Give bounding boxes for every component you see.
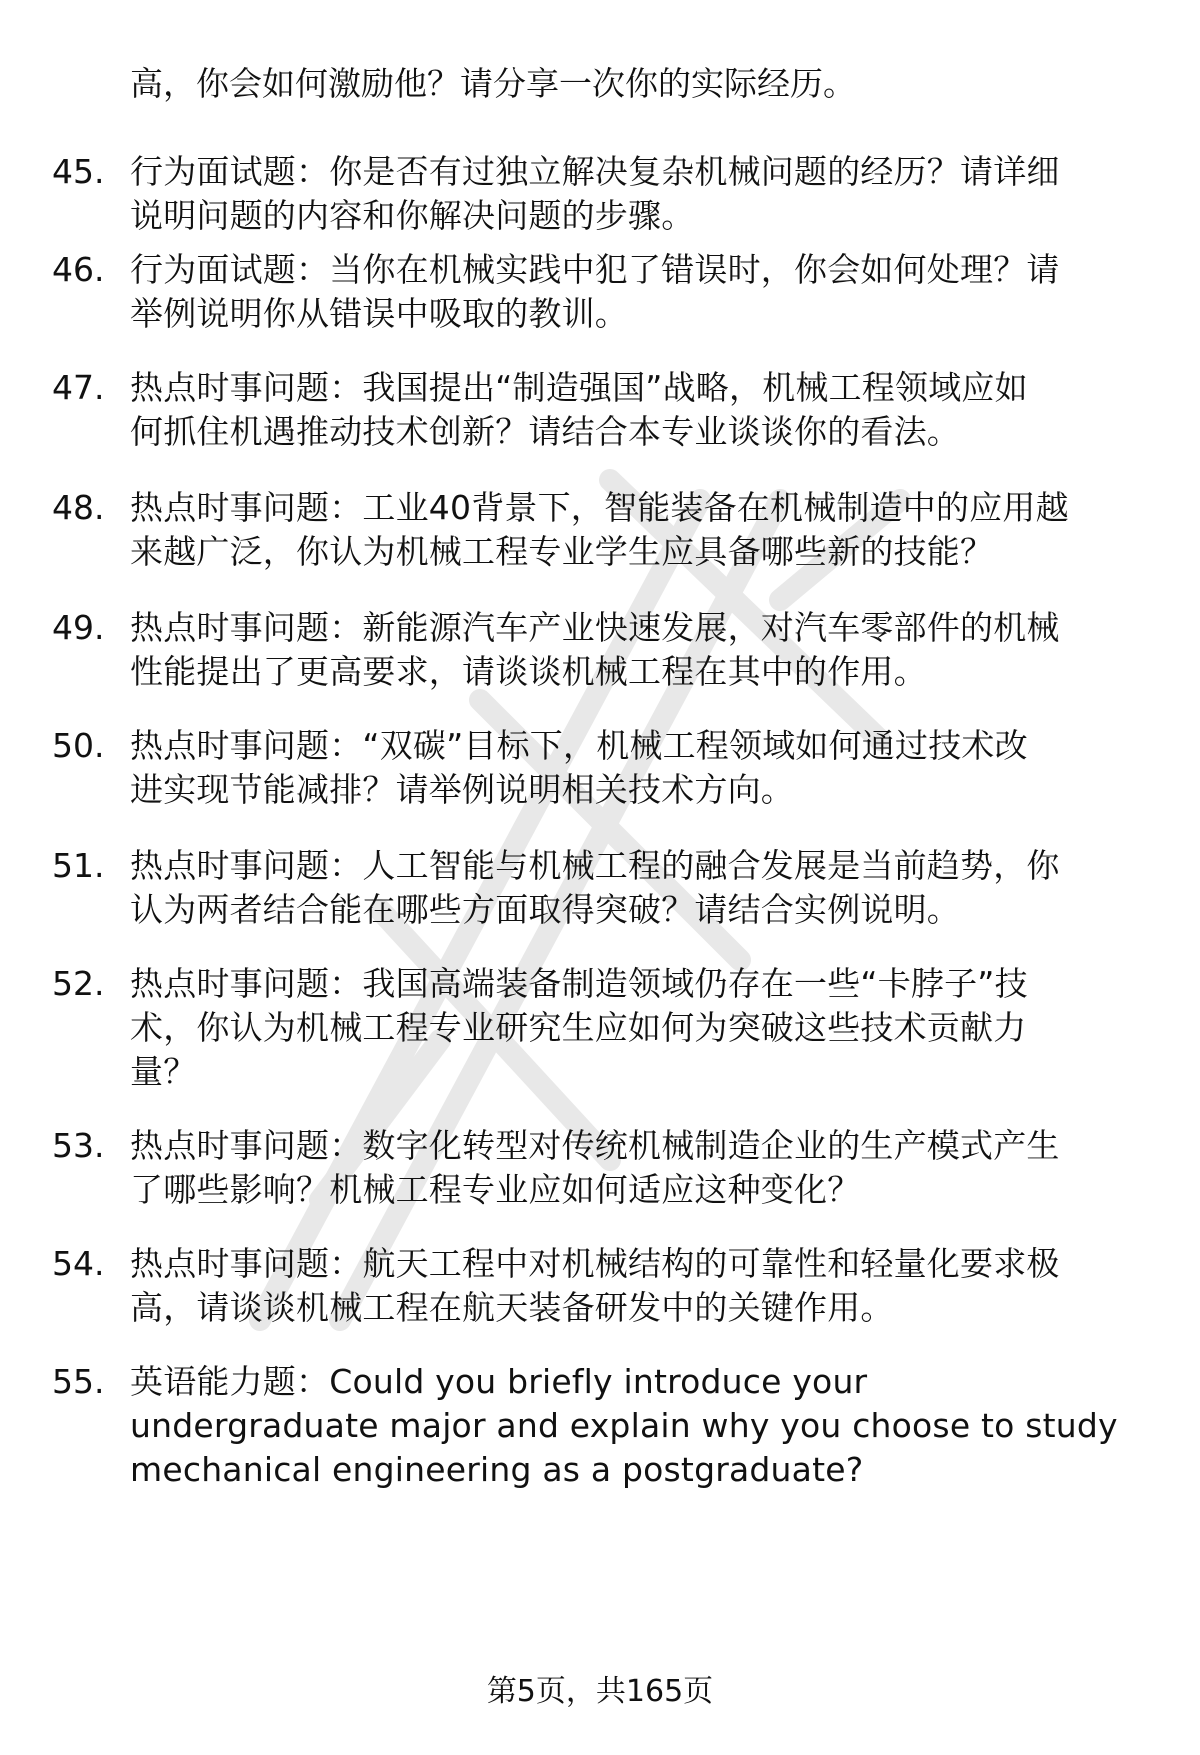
question-text: 热点时事问题：“双碳”目标下，机械工程领域如何通过技术改 进实现节能减排？请举例说明相关技术方向。	[130, 726, 1028, 809]
question-number: 51.	[52, 846, 105, 885]
question-number: 48.	[52, 488, 105, 527]
page-indicator: 第5页，共165页	[486, 1674, 714, 1709]
question-53	[52, 1124, 1162, 1212]
question-number: 52.	[52, 964, 105, 1003]
question-number: 54.	[52, 1244, 105, 1283]
question-text: 热点时事问题：航天工程中对机械结构的可靠性和轻量化要求极 高，请谈谈机械工程在航天装备研发中的关键作用。	[130, 1244, 1060, 1327]
question-text: 热点时事问题：我国高端装备制造领域仍存在一些“卡脖子”技 术，你认为机械工程专业研究生应如何为突破这些技术贡献力 量？	[130, 964, 1028, 1091]
question-48	[52, 486, 1162, 574]
question-text: 热点时事问题：新能源汽车产业快速发展，对汽车零部件的机械 性能提出了更高要求，请谈谈机械工程在其中的作用。	[130, 608, 1060, 691]
previous-question-continuation: 高，你会如何激励他？请分享一次你的实际经历。	[130, 64, 856, 103]
question-number: 47.	[52, 368, 105, 407]
question-number: 49.	[52, 608, 105, 647]
question-number: 45.	[52, 152, 105, 191]
question-number: 50.	[52, 726, 105, 765]
question-text: 热点时事问题：我国提出“制造强国”战略，机械工程领域应如 何抓住机遇推动技术创新？请结合本专业谈谈你的看法。	[130, 368, 1028, 451]
question-text: 行为面试题：你是否有过独立解决复杂机械问题的经历？请详细 说明问题的内容和你解决问题的步骤。	[130, 152, 1060, 235]
question-50	[52, 724, 1162, 812]
question-52	[52, 962, 1162, 1094]
question-46	[52, 248, 1162, 336]
question-51	[52, 844, 1162, 932]
question-47	[52, 366, 1162, 454]
question-text: 英语能力题：Could you briefly introduce your undergraduate major and explain why you choose to study mechanical engineering as a postgraduate?	[130, 1362, 1118, 1489]
question-55	[52, 1360, 1162, 1492]
question-number: 53.	[52, 1126, 105, 1165]
question-text: 热点时事问题：工业40背景下，智能装备在机械制造中的应用越 来越广泛，你认为机械工程专业学生应具备哪些新的技能？	[130, 488, 1069, 571]
question-number: 46.	[52, 250, 105, 289]
question-54	[52, 1242, 1162, 1330]
question-text: 热点时事问题：人工智能与机械工程的融合发展是当前趋势，你 认为两者结合能在哪些方面取得突破？请结合实例说明。	[130, 846, 1060, 929]
question-text: 行为面试题：当你在机械实践中犯了错误时，你会如何处理？请 举例说明你从错误中吸取的教训。	[130, 250, 1060, 333]
question-number: 55.	[52, 1362, 105, 1401]
question-45	[52, 150, 1162, 238]
question-49	[52, 606, 1162, 694]
question-text: 热点时事问题：数字化转型对传统机械制造企业的生产模式产生 了哪些影响？机械工程专业应如何适应这种变化？	[130, 1126, 1060, 1209]
